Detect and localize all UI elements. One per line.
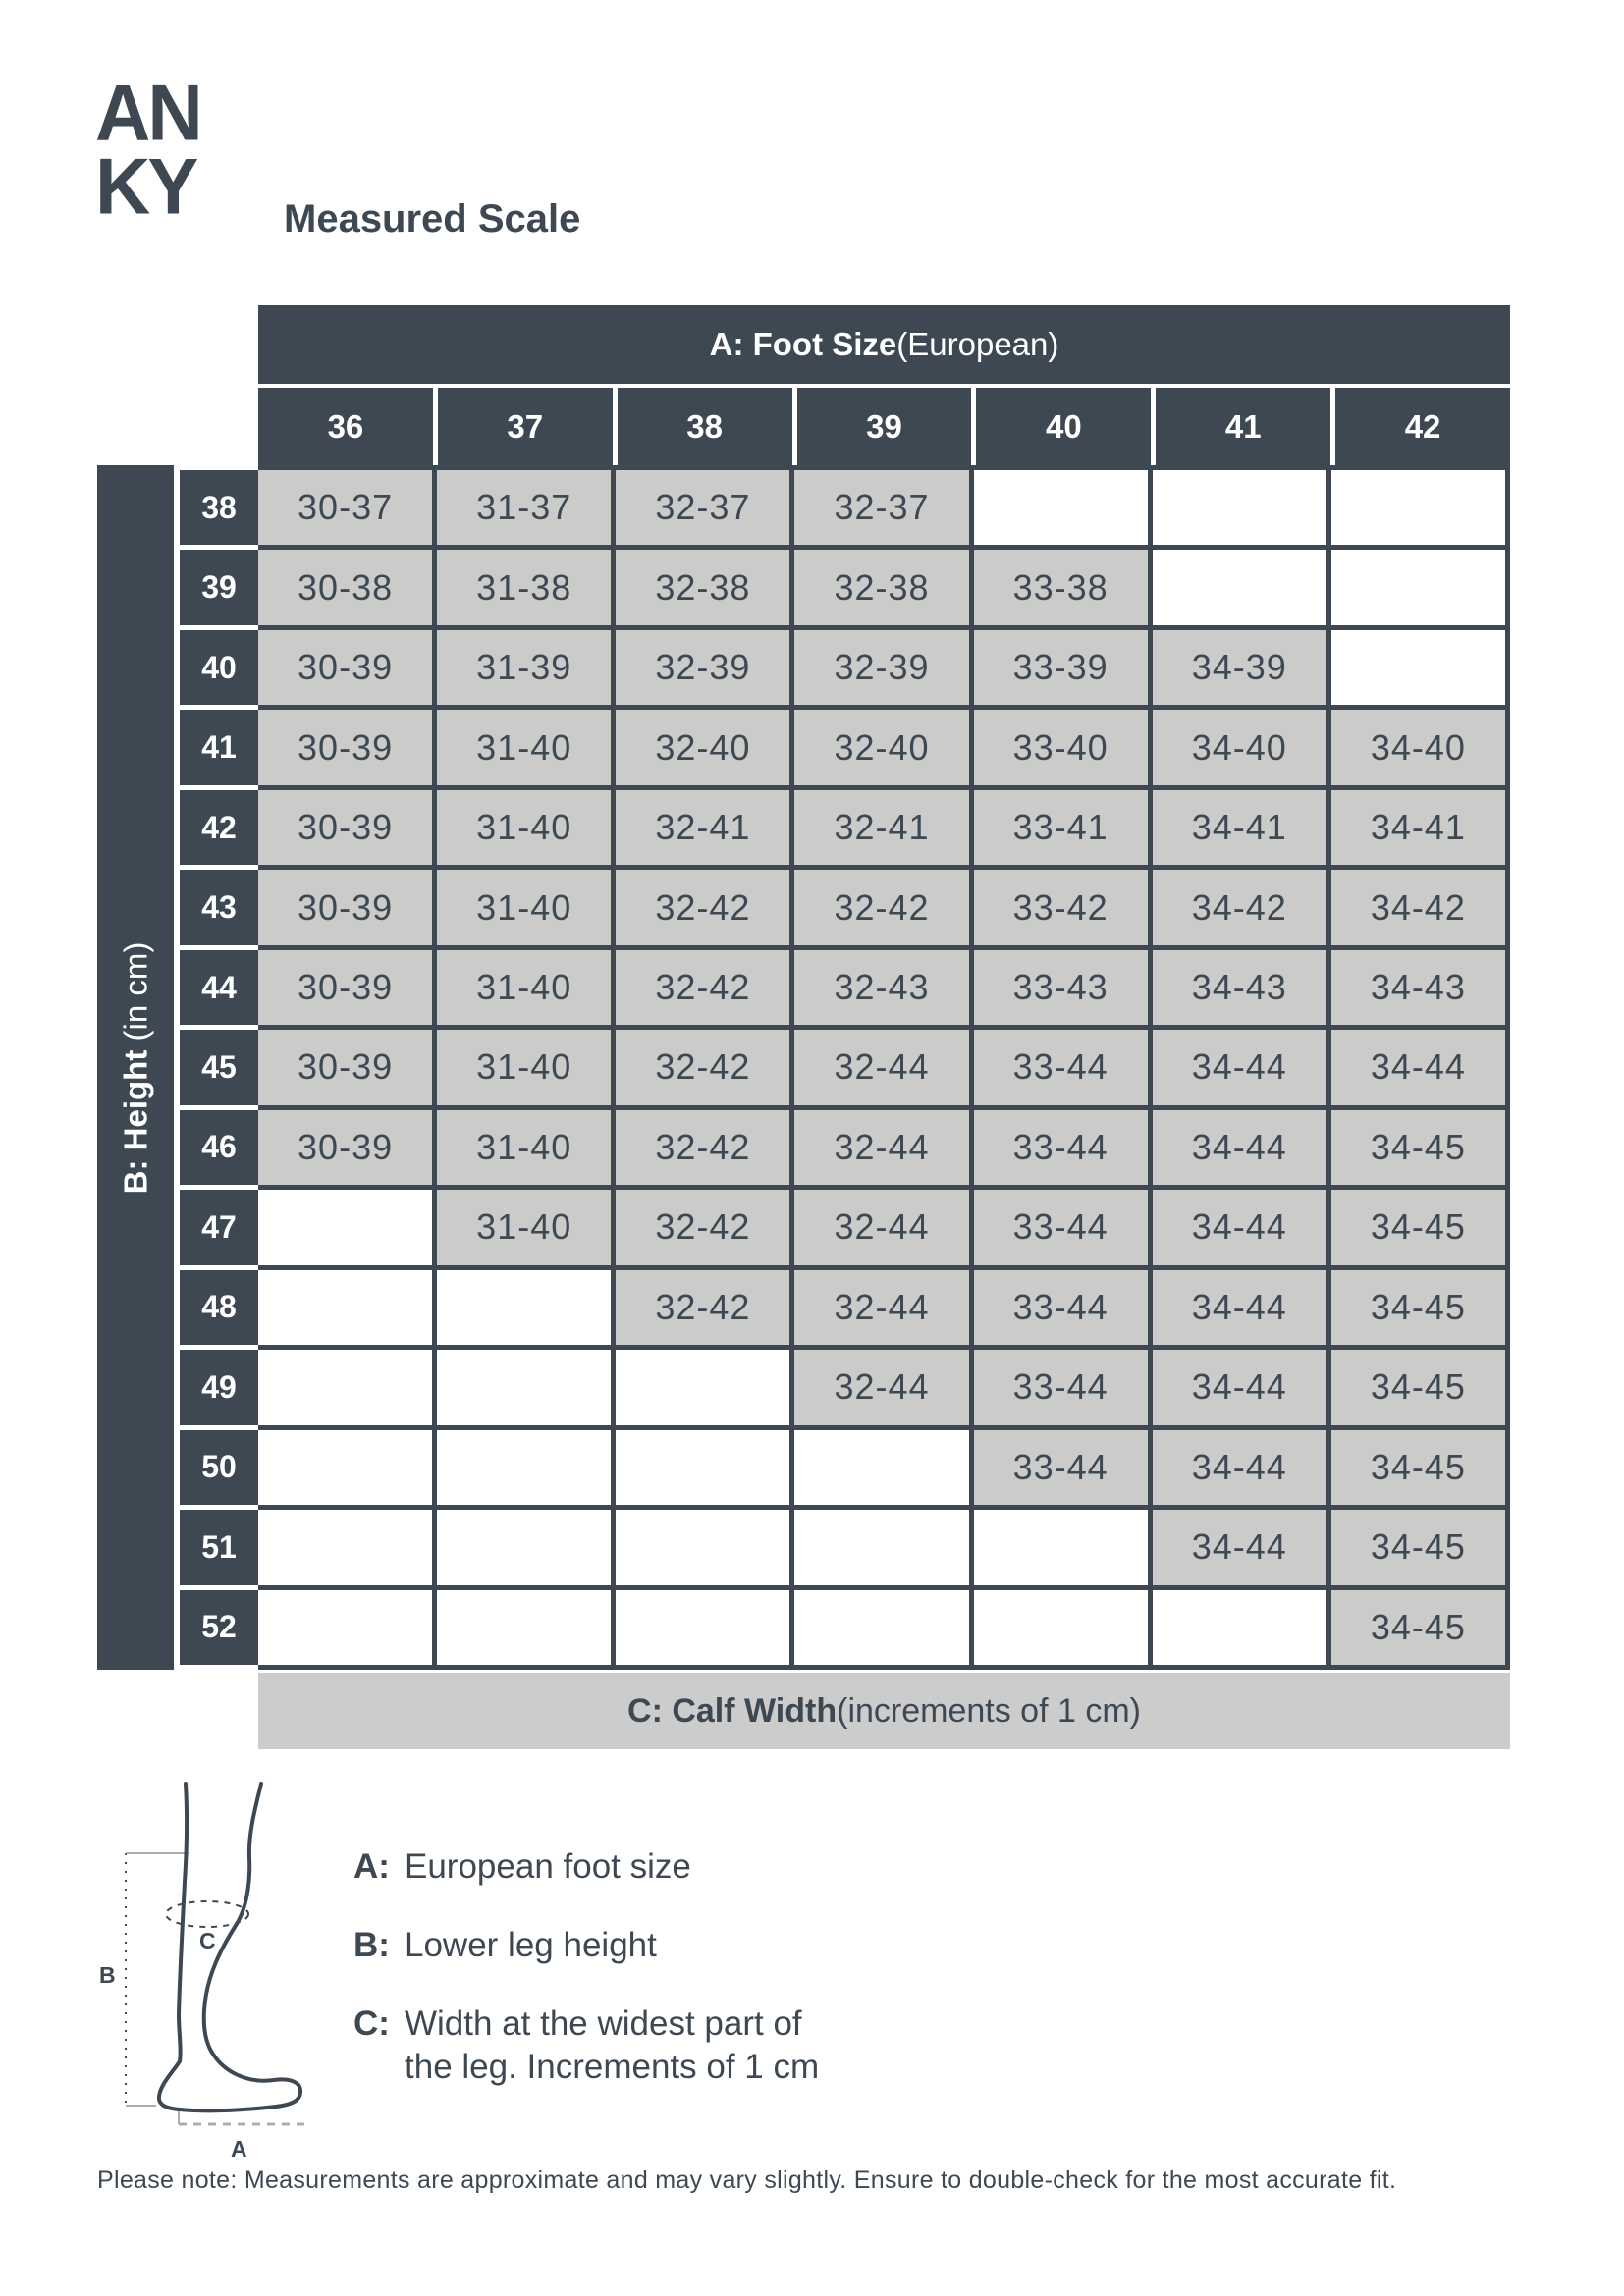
cell-height51-foot37 [437, 1510, 611, 1584]
height-axis-label [117, 941, 154, 1194]
legend-text-a: European foot size [405, 1847, 691, 1886]
legend-text-c-line1: Width at the widest part of [405, 2004, 802, 2043]
cell-height51-foot41: 34-44 [1153, 1510, 1326, 1584]
cell-height49-foot41: 34-44 [1153, 1350, 1326, 1424]
cell-height38-foot40 [974, 470, 1148, 545]
cell-height52-foot37 [437, 1590, 611, 1665]
cell-height52-foot40 [974, 1590, 1148, 1665]
cell-height44-foot40: 33-43 [974, 950, 1148, 1025]
legend-item-b [353, 1924, 819, 1967]
cell-height39-foot37: 31-38 [437, 550, 611, 624]
cell-height40-foot40: 33-39 [974, 630, 1148, 705]
cell-height45-foot42: 34-44 [1331, 1030, 1505, 1104]
cell-height39-foot39: 32-38 [794, 550, 968, 624]
cell-height43-foot38: 32-42 [616, 870, 789, 944]
cell-height49-foot36 [258, 1350, 432, 1424]
cell-height50-foot38 [616, 1430, 789, 1505]
cell-height41-foot41: 34-40 [1153, 710, 1326, 784]
legend [353, 1845, 819, 2089]
page-title: Measured Scale [284, 197, 581, 240]
legend-key-c: C: [353, 2004, 390, 2043]
calf-width-axis-band [258, 1673, 1510, 1749]
cell-height52-foot39 [794, 1590, 968, 1665]
cell-height38-foot38: 32-37 [616, 470, 789, 545]
logo-line-2: KY [95, 140, 196, 232]
height-row-51: 51 [180, 1510, 258, 1584]
cell-height42-foot37: 31-40 [437, 790, 611, 865]
cell-height47-foot38: 32-42 [616, 1190, 789, 1264]
cell-height48-foot36 [258, 1270, 432, 1345]
cell-height50-foot37 [437, 1430, 611, 1505]
calf-measure-ellipse [166, 1901, 248, 1927]
cell-height45-foot41: 34-44 [1153, 1030, 1326, 1104]
cell-height43-foot41: 34-42 [1153, 870, 1326, 944]
cell-height38-foot37: 31-37 [437, 470, 611, 545]
cell-height42-foot42: 34-41 [1331, 790, 1505, 865]
cell-height41-foot40: 33-40 [974, 710, 1148, 784]
legend-text-c-line2: the leg. Increments of 1 cm [405, 2048, 820, 2086]
height-row-41: 41 [180, 710, 258, 784]
cell-height41-foot42: 34-40 [1331, 710, 1505, 784]
cell-height45-foot37: 31-40 [437, 1030, 611, 1104]
height-axis-band [97, 465, 174, 1670]
cell-height51-foot38 [616, 1510, 789, 1584]
cell-height39-foot40: 33-38 [974, 550, 1148, 624]
cell-height42-foot36: 30-39 [258, 790, 432, 865]
cell-height41-foot37: 31-40 [437, 710, 611, 784]
foot-size-col-37: 37 [438, 388, 613, 465]
cell-height41-foot38: 32-40 [616, 710, 789, 784]
size-matrix [258, 465, 1510, 1670]
footer-note: Please note: Measurements are approximate and may vary slightly. Ensure to double-check for the most accurate fit. [97, 2166, 1397, 2194]
legend-key-b: B: [353, 1926, 390, 1964]
foot-size-col-42: 42 [1335, 388, 1510, 465]
logo-line-1: AN [95, 67, 200, 158]
calf-width-axis-label-bold: C: Calf Width [627, 1691, 838, 1730]
cell-height48-foot40: 33-44 [974, 1270, 1148, 1345]
cell-height48-foot39: 32-44 [794, 1270, 968, 1345]
cell-height42-foot39: 32-41 [794, 790, 968, 865]
cell-height39-foot41 [1153, 550, 1326, 624]
cell-height40-foot42 [1331, 630, 1505, 705]
cell-height51-foot42: 34-45 [1331, 1510, 1505, 1584]
height-row-headers [180, 465, 258, 1670]
cell-height41-foot36: 30-39 [258, 710, 432, 784]
cell-height44-foot36: 30-39 [258, 950, 432, 1025]
cell-height47-foot40: 33-44 [974, 1190, 1148, 1264]
cell-height47-foot39: 32-44 [794, 1190, 968, 1264]
cell-height48-foot37 [437, 1270, 611, 1345]
cell-height40-foot39: 32-39 [794, 630, 968, 705]
cell-height43-foot36: 30-39 [258, 870, 432, 944]
cell-height38-foot36: 30-37 [258, 470, 432, 545]
cell-height50-foot40: 33-44 [974, 1430, 1148, 1505]
legend-text-c [405, 2002, 819, 2089]
height-row-48: 48 [180, 1270, 258, 1345]
legend-item-c [353, 2002, 819, 2089]
cell-height51-foot39 [794, 1510, 968, 1584]
cell-height44-foot39: 32-43 [794, 950, 968, 1025]
height-axis-label-bold: B: Height [117, 1049, 153, 1194]
cell-height44-foot41: 34-43 [1153, 950, 1326, 1025]
anky-logo [95, 67, 200, 232]
height-axis-label-regular: (in cm) [117, 941, 153, 1050]
foot-size-axis-label-regular: (European) [896, 326, 1059, 362]
leg-outline [159, 1784, 300, 2110]
cell-height39-foot42 [1331, 550, 1505, 624]
height-row-42: 42 [180, 790, 258, 865]
cell-height40-foot41: 34-39 [1153, 630, 1326, 705]
cell-height42-foot41: 34-41 [1153, 790, 1326, 865]
height-row-45: 45 [180, 1030, 258, 1104]
height-row-47: 47 [180, 1190, 258, 1264]
cell-height40-foot38: 32-39 [616, 630, 789, 705]
calf-width-axis-label-regular: (increments of 1 cm) [837, 1691, 1141, 1730]
foot-size-col-38: 38 [618, 388, 792, 465]
cell-height49-foot42: 34-45 [1331, 1350, 1505, 1424]
cell-height45-foot39: 32-44 [794, 1030, 968, 1104]
cell-height46-foot38: 32-42 [616, 1110, 789, 1185]
cell-height49-foot39: 32-44 [794, 1350, 968, 1424]
cell-height49-foot38 [616, 1350, 789, 1424]
cell-height46-foot39: 32-44 [794, 1110, 968, 1185]
cell-height51-foot36 [258, 1510, 432, 1584]
cell-height47-foot37: 31-40 [437, 1190, 611, 1264]
legend-item-a [353, 1845, 819, 1889]
height-row-49: 49 [180, 1350, 258, 1424]
cell-height46-foot41: 34-44 [1153, 1110, 1326, 1185]
height-row-44: 44 [180, 950, 258, 1025]
cell-height46-foot37: 31-40 [437, 1110, 611, 1185]
cell-height45-foot36: 30-39 [258, 1030, 432, 1104]
foot-size-axis-label-bold: A: Foot Size [709, 326, 897, 362]
cell-height46-foot36: 30-39 [258, 1110, 432, 1185]
height-row-46: 46 [180, 1110, 258, 1185]
cell-height51-foot40 [974, 1510, 1148, 1584]
cell-height50-foot36 [258, 1430, 432, 1505]
foot-size-col-41: 41 [1156, 388, 1330, 465]
cell-height42-foot38: 32-41 [616, 790, 789, 865]
foot-size-col-40: 40 [976, 388, 1151, 465]
diagram-label-b: B [99, 1962, 116, 1988]
cell-height47-foot42: 34-45 [1331, 1190, 1505, 1264]
cell-height48-foot38: 32-42 [616, 1270, 789, 1345]
height-row-43: 43 [180, 870, 258, 944]
cell-height44-foot38: 32-42 [616, 950, 789, 1025]
cell-height41-foot39: 32-40 [794, 710, 968, 784]
cell-height39-foot38: 32-38 [616, 550, 789, 624]
cell-height47-foot36 [258, 1190, 432, 1264]
cell-height38-foot41 [1153, 470, 1326, 545]
leg-diagram [93, 1779, 349, 2166]
height-row-38: 38 [180, 470, 258, 545]
cell-height47-foot41: 34-44 [1153, 1190, 1326, 1264]
cell-height52-foot36 [258, 1590, 432, 1665]
cell-height50-foot39 [794, 1430, 968, 1505]
cell-height44-foot42: 34-43 [1331, 950, 1505, 1025]
foot-size-column-headers [258, 388, 1510, 465]
cell-height39-foot36: 30-38 [258, 550, 432, 624]
height-row-50: 50 [180, 1430, 258, 1505]
cell-height43-foot40: 33-42 [974, 870, 1148, 944]
diagram-label-a: A [231, 2136, 247, 2162]
cell-height42-foot40: 33-41 [974, 790, 1148, 865]
height-row-39: 39 [180, 550, 258, 624]
foot-size-col-36: 36 [258, 388, 433, 465]
foot-size-col-39: 39 [797, 388, 972, 465]
foot-size-axis-band [258, 305, 1510, 384]
legend-text-b: Lower leg height [405, 1926, 657, 1964]
cell-height52-foot42: 34-45 [1331, 1590, 1505, 1665]
cell-height43-foot42: 34-42 [1331, 870, 1505, 944]
cell-height43-foot39: 32-42 [794, 870, 968, 944]
legend-key-a: A: [353, 1847, 390, 1886]
cell-height45-foot38: 32-42 [616, 1030, 789, 1104]
cell-height50-foot42: 34-45 [1331, 1430, 1505, 1505]
cell-height46-foot42: 34-45 [1331, 1110, 1505, 1185]
cell-height40-foot36: 30-39 [258, 630, 432, 705]
cell-height38-foot42 [1331, 470, 1505, 545]
cell-height49-foot40: 33-44 [974, 1350, 1148, 1424]
cell-height52-foot41 [1153, 1590, 1326, 1665]
cell-height40-foot37: 31-39 [437, 630, 611, 705]
cell-height45-foot40: 33-44 [974, 1030, 1148, 1104]
cell-height38-foot39: 32-37 [794, 470, 968, 545]
cell-height52-foot38 [616, 1590, 789, 1665]
diagram-label-c: C [199, 1928, 216, 1953]
height-row-40: 40 [180, 630, 258, 705]
cell-height43-foot37: 31-40 [437, 870, 611, 944]
cell-height50-foot41: 34-44 [1153, 1430, 1326, 1505]
cell-height49-foot37 [437, 1350, 611, 1424]
cell-height44-foot37: 31-40 [437, 950, 611, 1025]
cell-height46-foot40: 33-44 [974, 1110, 1148, 1185]
cell-height48-foot42: 34-45 [1331, 1270, 1505, 1345]
height-row-52: 52 [180, 1590, 258, 1665]
cell-height48-foot41: 34-44 [1153, 1270, 1326, 1345]
